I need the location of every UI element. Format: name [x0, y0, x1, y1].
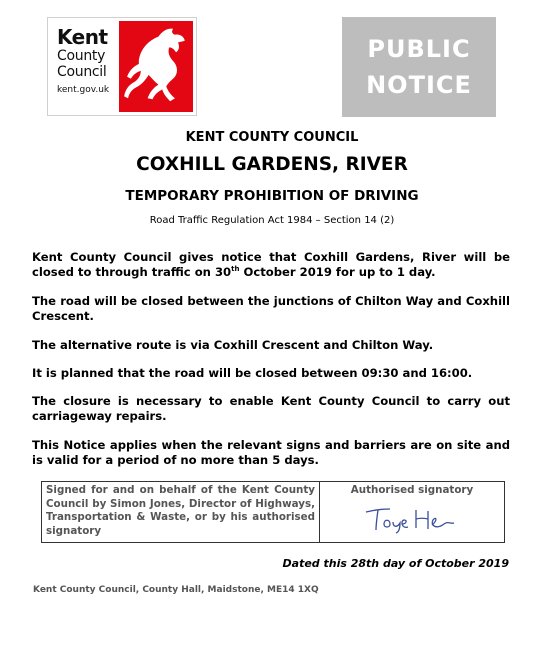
- white-horse-icon: [119, 21, 193, 112]
- paragraph-reason: The closure is necessary to enable Kent County Council to carry out carriageway repairs.: [32, 394, 510, 423]
- badge-line-2: NOTICE: [366, 71, 472, 99]
- authority-heading: KENT COUNTY COUNCIL: [185, 130, 359, 145]
- footer-address: Kent County Council, County Hall, Maidstone, ME14 1XQ: [33, 585, 319, 595]
- kent-county-council-logo: [47, 17, 197, 116]
- logo-url: kent.gov.uk: [57, 85, 110, 95]
- paragraph-alternative-route: The alternative route is via Coxhill Crescent and Chilton Way.: [32, 338, 434, 352]
- logo-line-1: Kent: [57, 25, 108, 49]
- logo-line-2: County: [57, 48, 106, 64]
- paragraph-junctions: The road will be closed between the junctions of Chilton Way and Coxhill Crescent.: [32, 294, 510, 323]
- p1-text-after: October 2019 for up to 1 day.: [239, 265, 436, 279]
- p1-text-before: Kent County Council gives notice that Coxhill Gardens, River will be closed to through traffic on 30: [32, 250, 510, 279]
- logo-line-3: Council: [57, 64, 107, 80]
- public-notice-badge: [342, 17, 496, 117]
- handwritten-signature-icon: [360, 500, 460, 534]
- authorised-signatory-label: Authorised signatory: [350, 484, 474, 496]
- notice-body: [32, 250, 510, 482]
- order-heading: TEMPORARY PROHIBITION OF DRIVING: [125, 188, 419, 204]
- badge-line-1: PUBLIC: [367, 35, 471, 63]
- authorised-signatory-cell: [320, 482, 504, 542]
- paragraph-times: It is planned that the road will be closed between 09:30 and 16:00.: [32, 366, 473, 380]
- signed-on-behalf-text: Signed for and on behalf of the Kent County Council by Simon Jones, Director of Highways, Transportation & Waste, or by his authorised signatory: [42, 482, 320, 542]
- paragraph-validity: This Notice applies when the relevant signs and barriers are on site and is valid for a period of no more than 5 days.: [32, 438, 510, 467]
- p1-ordinal: th: [231, 265, 240, 274]
- paragraph-closure-date: [32, 250, 510, 280]
- logo-wordmark: [48, 18, 119, 115]
- signature-table: [41, 481, 505, 543]
- date-statement: Dated this 28th day of October 2019: [282, 557, 509, 570]
- logo-red-panel: [119, 21, 193, 112]
- act-reference: Road Traffic Regulation Act 1984 – Section 14 (2): [149, 215, 395, 226]
- location-heading: COXHILL GARDENS, RIVER: [136, 154, 408, 175]
